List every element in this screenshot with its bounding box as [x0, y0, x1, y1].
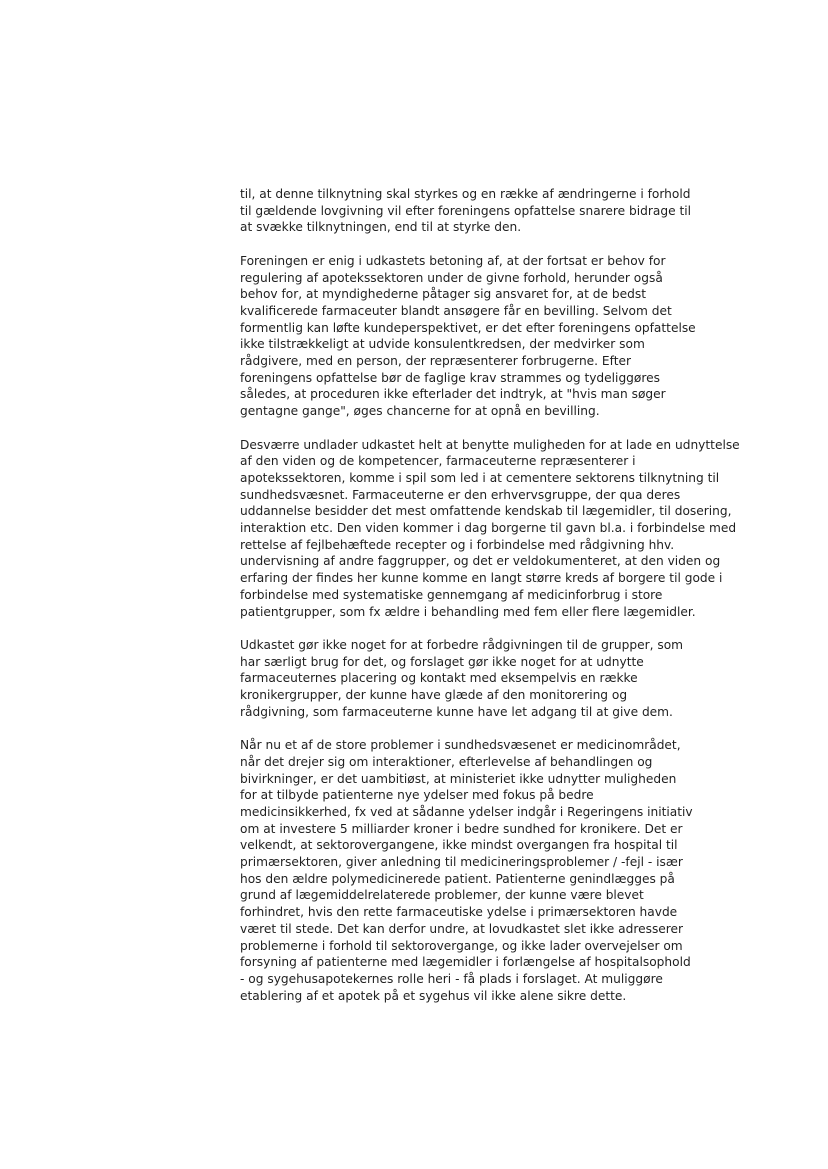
paragraph-1 [240, 186, 730, 236]
text-line: gentagne gange", øges chancerne for at opnå en bevilling. [240, 404, 600, 419]
text-line: Udkastet gør ikke noget for at forbedre rådgivningen til de grupper, som [240, 637, 684, 652]
text-line: bivirkninger, er det uambitiøst, at ministeriet ikke udnytter muligheden [240, 771, 677, 786]
paragraph-5 [240, 737, 730, 1004]
text-line: interaktion etc. Den viden kommer i dag borgerne til gavn bl.a. i forbindelse med [240, 521, 737, 536]
text-line: patientgrupper, som fx ældre i behandling med fem eller flere lægemidler. [240, 604, 696, 619]
text-line: behov for, at myndighederne påtager sig ansvaret for, at de bedst [240, 287, 647, 302]
text-line: velkendt, at sektorovergangene, ikke mindst overgangen fra hospital til [240, 838, 678, 853]
text-line: forhindret, hvis den rette farmaceutiske ydelse i primærsektoren havde [240, 905, 678, 920]
text-line: været til stede. Det kan derfor undre, at lovudkastet slet ikke adresserer [240, 921, 684, 936]
text-line: sundhedsvæsnet. Farmaceuterne er den erhvervsgruppe, der qua deres [240, 487, 681, 502]
text-line: rådgivere, med en person, der repræsenterer forbrugerne. Efter [240, 354, 631, 369]
text-line: formentlig kan løfte kundeperspektivet, er det efter foreningens opfattelse [240, 320, 696, 335]
body-text [240, 186, 740, 1021]
text-line: til gældende lovgivning vil efter foreningens opfattelse snarere bidrage til [240, 203, 692, 218]
paragraph-4 [240, 637, 730, 721]
text-line: erfaring der findes her kunne komme en langt større kreds af borgere til gode i [240, 571, 723, 586]
text-line: medicinsikkerhed, fx ved at sådanne ydelser indgår i Regeringens initiativ [240, 804, 693, 819]
text-line: har særligt brug for det, og forslaget gør ikke noget for at udnytte [240, 654, 644, 669]
paragraph-2 [240, 253, 730, 420]
text-line: Foreningen er enig i udkastets betoning af, at der fortsat er behov for [240, 253, 666, 268]
text-line: forbindelse med systematiske gennemgang af medicinforbrug i store [240, 587, 663, 602]
paragraph-3 [240, 437, 740, 621]
text-line: hos den ældre polymedicinerede patient. Patienterne genindlægges på [240, 871, 675, 886]
text-line: kvalificerede farmaceuter blandt ansøgere får en bevilling. Selvom det [240, 303, 672, 318]
text-line: til, at denne tilknytning skal styrkes og en række af ændringerne i forhold [240, 187, 691, 201]
text-line: uddannelse besidder det mest omfattende kendskab til lægemidler, til dosering, [240, 504, 732, 519]
text-line: undervisning af andre faggrupper, og det er veldokumenteret, at den viden og [240, 554, 721, 569]
text-line: forsyning af patienterne med lægemidler i forlængelse af hospitalsophold [240, 955, 691, 970]
text-line: at svække tilknytningen, end til at styrke den. [240, 220, 522, 235]
text-line: foreningens opfattelse bør de faglige krav strammes og tydeliggøres [240, 370, 660, 385]
text-line: rådgivning, som farmaceuterne kunne have let adgang til at give dem. [240, 704, 673, 719]
text-line: farmaceuternes placering og kontakt med eksempelvis en række [240, 671, 638, 686]
text-line: apotekssektoren, komme i spil som led i at cementere sektorens tilknytning til [240, 470, 720, 485]
text-line: ikke tilstrækkeligt at udvide konsulentkredsen, der medvirker som [240, 337, 645, 352]
text-line: Desværre undlader udkastet helt at benytte muligheden for at lade en udnyttelse [240, 437, 740, 452]
text-line: Når nu et af de store problemer i sundhedsvæsenet er medicinområdet, [240, 738, 681, 753]
text-line: regulering af apotekssektoren under de givne forhold, herunder også [240, 270, 663, 285]
text-line: når det drejer sig om interaktioner, efterlevelse af behandlingen og [240, 754, 653, 769]
text-line: af den viden og de kompetencer, farmaceuterne repræsenterer i [240, 454, 636, 469]
text-line: primærsektoren, giver anledning til medicineringsproblemer / -fejl - især [240, 855, 683, 870]
text-line: for at tilbyde patienterne nye ydelser med fokus på bedre [240, 788, 594, 803]
text-line: kronikergrupper, der kunne have glæde af den monitorering og [240, 688, 628, 703]
text-line: rettelse af fejlbehæftede recepter og i forbindelse med rådgivning hhv. [240, 537, 675, 552]
text-line: om at investere 5 milliarder kroner i bedre sundhed for kronikere. Det er [240, 821, 683, 836]
text-line: etablering af et apotek på et sygehus vil ikke alene sikre dette. [240, 988, 627, 1003]
text-line: således, at proceduren ikke efterlader det indtryk, at "hvis man søger [240, 387, 666, 402]
text-line: problemerne i forhold til sektorovergange, og ikke lader overvejelser om [240, 938, 683, 953]
text-line: - og sygehusapotekernes rolle heri - få plads i forslaget. At muliggøre [240, 971, 663, 986]
text-line: grund af lægemiddelrelaterede problemer, der kunne være blevet [240, 888, 644, 903]
